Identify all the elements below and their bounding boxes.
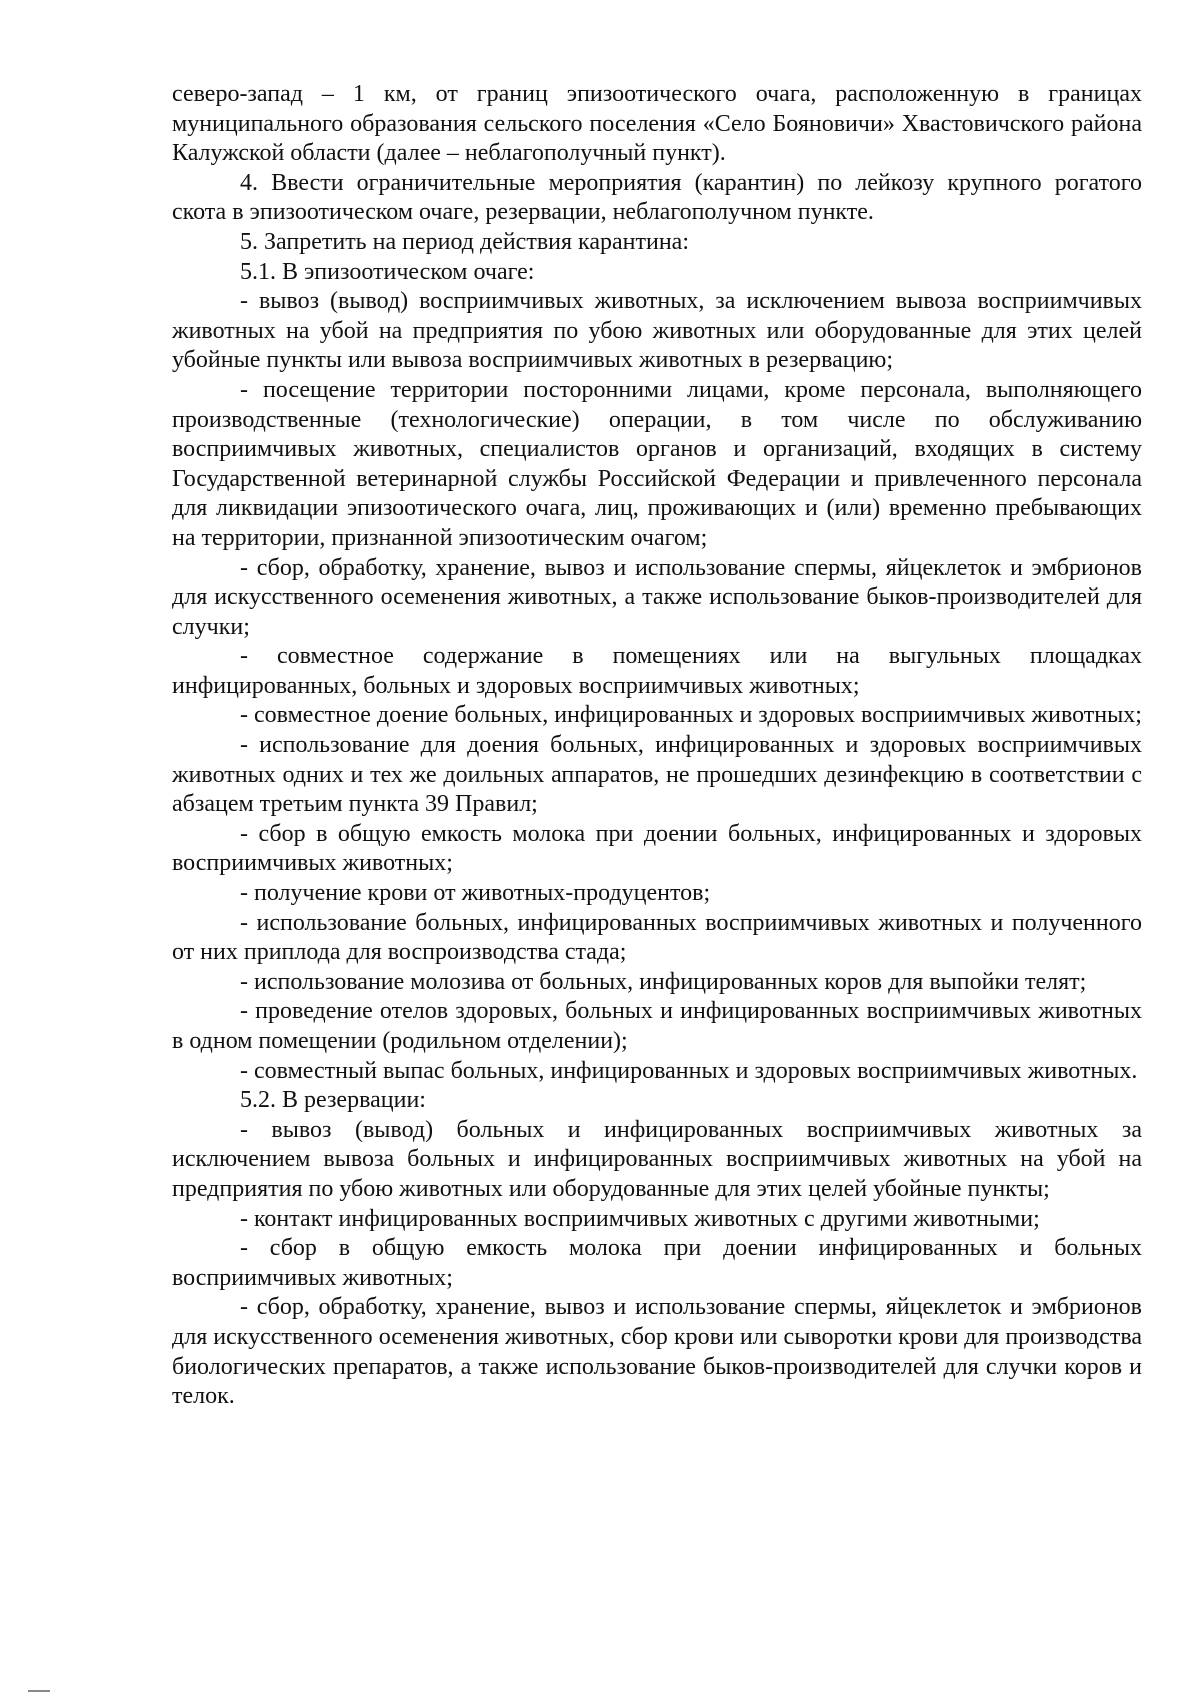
list-item: - вывоз (вывод) восприимчивых животных, за исключением вывоза восприимчивых животных на убой на предприятия по убою животных или оборудованные для этих целей убойные пункты или вывоза восприимчивых животных в резервацию; [172, 288, 1142, 374]
list-item: - использование больных, инфицированных восприимчивых животных и полученного от них приплода для воспроизводства стада; [172, 909, 1142, 966]
list-item: - использование для доения больных, инфицированных и здоровых восприимчивых животных одних и тех же доильных аппаратов, не прошедших дезинфекцию в соответствии с абзацем третьим пункта 39 Правил; [172, 732, 1142, 818]
paragraph-item-4: 4. Ввести ограничительные мероприятия (карантин) по лейкозу крупного рогатого скота в эпизоотическом очаге, резервации, неблагополучном пункте. [172, 169, 1142, 226]
list-item: - совместное доение больных, инфицированных и здоровых восприимчивых животных; [240, 702, 1142, 729]
list-item: - сбор, обработку, хранение, вывоз и использование спермы, яйцеклеток и эмбрионов для искусственного осеменения животных, сбор крови или сыворотки крови для производства биологических препаратов, а также использование быков-производителей для случки коров и телок. [172, 1294, 1142, 1410]
list-item: - совместный выпас больных, инфицированных и здоровых восприимчивых животных. [240, 1057, 1138, 1084]
list-item: - совместное содержание в помещениях или на выгульных площадках инфицированных, больных и здоровых восприимчивых животных; [172, 643, 1142, 699]
list-item: - получение крови от животных-продуцентов; [240, 880, 711, 907]
list-item: - вывоз (вывод) больных и инфицированных восприимчивых животных за исключением вывоза больных и инфицированных восприимчивых животных на убой на предприятия по убою животных или оборудованные для этих целей убойные пункты; [172, 1116, 1142, 1202]
subheading-5-2: 5.2. В резервации: [240, 1087, 426, 1114]
scan-edge-mark [28, 1690, 50, 1692]
list-item: - сбор в общую емкость молока при доении инфицированных и больных восприимчивых животных; [172, 1235, 1142, 1291]
paragraph-item-5: 5. Запретить на период действия карантина: [240, 228, 689, 255]
document-page [172, 80, 1142, 1412]
paragraph-continuation: северо-запад – 1 км, от границ эпизоотического очага, расположенную в границах муниципального образования сельского поселения «Село Бояновичи» Хвастовичского района Калужской области (далее – неблагополучный пункт). [172, 81, 1142, 167]
list-item: - контакт инфицированных восприимчивых животных с другими животными; [240, 1205, 1040, 1232]
subheading-5-1: 5.1. В эпизоотическом очаге: [240, 258, 535, 285]
list-item: - сбор, обработку, хранение, вывоз и использование спермы, яйцеклеток и эмбрионов для искусственного осеменения животных, а также использование быков-производителей для случки; [172, 554, 1142, 640]
list-item: - использование молозива от больных, инфицированных коров для выпойки телят; [240, 968, 1087, 995]
list-item: - проведение отелов здоровых, больных и инфицированных восприимчивых животных в одном помещении (родильном отделении); [172, 998, 1142, 1054]
list-item: - сбор в общую емкость молока при доении больных, инфицированных и здоровых восприимчивых животных; [172, 820, 1142, 877]
list-item: - посещение территории посторонними лицами, кроме персонала, выполняющего производственные (технологические) операции, в том числе по обслуживанию восприимчивых животных, специалистов органов и организаций, входящих в систему Государственной ветеринарной службы Российской Федерации и привлеченного персонала для ликвидации эпизоотического очага, лиц, проживающих и (или) временно пребывающих на территории, признанной эпизоотическим очагом; [172, 376, 1142, 551]
